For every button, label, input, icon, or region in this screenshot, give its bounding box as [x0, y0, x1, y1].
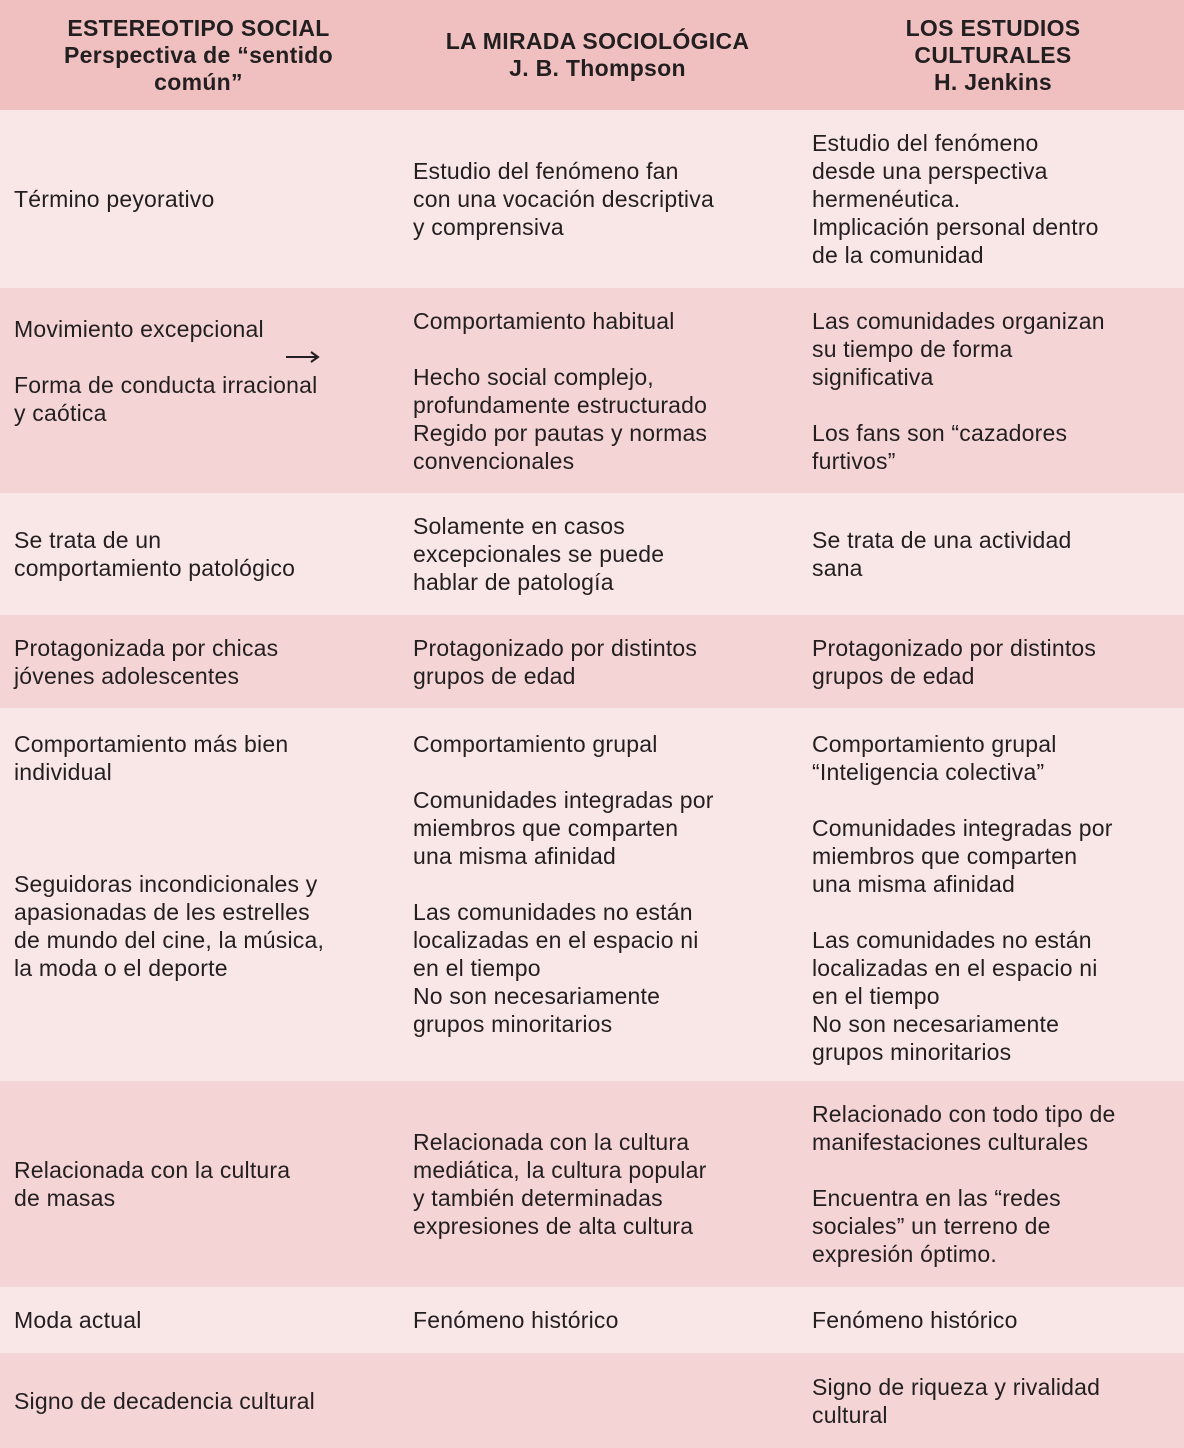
cell-text: Comunidades integradas por miembros que comparten una misma afinidad	[812, 815, 1113, 897]
table-cell: Término peyorativo	[14, 186, 215, 212]
table-row	[0, 110, 1184, 288]
cell-text: Hecho social complejo, profundamente estructurado Regido por pautas y normas convencionales	[413, 363, 708, 474]
cell-text: Los fans son “cazadores furtivos”	[812, 419, 1068, 474]
table-cell: Relacionada con la cultura mediática, la cultura popular y también determinadas expresiones de alta cultura	[413, 1129, 707, 1239]
table-cell: Protagonizado por distintos grupos de edad	[812, 634, 1097, 689]
table-cell: Signo de riqueza y rivalidad cultural	[812, 1373, 1101, 1428]
table-cell: Protagonizado por distintos grupos de edad	[413, 634, 698, 689]
table-cell: Protagonizada por chicas jóvenes adolescentes	[14, 634, 279, 689]
table-row	[0, 1081, 1184, 1287]
table-cell: Signo de decadencia cultural	[14, 1387, 315, 1414]
table-cell: Moda actual	[14, 1307, 142, 1333]
table-row	[0, 493, 1184, 615]
table-row	[0, 708, 1184, 1081]
table-cell: Fenómeno histórico	[812, 1307, 1018, 1333]
table-cell: Relacionada con la cultura de masas	[14, 1157, 291, 1211]
table-cell	[0, 708, 399, 1081]
table-cell	[798, 708, 1184, 1081]
table-cell	[798, 1081, 1184, 1287]
header-mirada-sociologica: LA MIRADA SOCIOLÓGICA J. B. Thompson	[445, 28, 750, 81]
table-cell: Solamente en casos excepcionales se puede hablar de patología	[413, 513, 665, 595]
cell-text: Comunidades integradas por miembros que comparten una misma afinidad	[413, 787, 714, 869]
table-header-row	[0, 0, 1184, 110]
cell-text: Comportamiento grupal “Inteligencia colectiva”	[812, 731, 1057, 785]
table-cell	[798, 288, 1184, 493]
cell-text: Movimiento excepcional	[14, 316, 264, 342]
cell-text: Seguidoras incondicionales y apasionadas de les estrelles de mundo del cine, la música, la moda o el deporte	[14, 871, 325, 981]
header-estereotipo-social: ESTEREOTIPO SOCIAL Perspectiva de “sentido común”	[64, 14, 333, 95]
table-cell	[399, 708, 798, 1081]
table-cell: Se trata de un comportamiento patológico	[14, 527, 296, 581]
table-cell: Estudio del fenómeno desde una perspectiva hermenéutica. Implicación personal dentro de la comunidad	[812, 130, 1099, 268]
header-estudios-culturales: LOS ESTUDIOS CULTURALES H. Jenkins	[905, 14, 1081, 95]
cell-text: Comportamiento grupal	[413, 731, 658, 757]
cell-text: Relacionado con todo tipo de manifestaciones culturales	[812, 1101, 1116, 1155]
table-cell	[399, 288, 798, 493]
cell-line-with-arrow	[14, 315, 383, 343]
table-row	[0, 1287, 1184, 1353]
table-row	[0, 615, 1184, 708]
cell-text: Las comunidades no están localizadas en el espacio ni en el tiempo No son necesariamente grupos minoritarios	[812, 927, 1098, 1065]
cell-text: Las comunidades no están localizadas en el espacio ni en el tiempo No son necesariamente grupos minoritarios	[413, 899, 699, 1037]
cell-text: Comportamiento más bien individual	[14, 731, 289, 785]
cell-text: Las comunidades organizan su tiempo de forma significativa	[812, 307, 1105, 390]
table-cell	[0, 288, 399, 493]
cell-text: Comportamiento habitual	[413, 307, 675, 334]
cell-text: Encuentra en las “redes sociales” un terreno de expresión óptimo.	[812, 1185, 1061, 1267]
table-cell: Se trata de una actividad sana	[812, 527, 1072, 581]
table-row	[0, 288, 1184, 493]
table-cell: Fenómeno histórico	[413, 1307, 619, 1333]
table-cell	[399, 1353, 798, 1448]
table-cell: Estudio del fenómeno fan con una vocación descriptiva y comprensiva	[413, 158, 714, 240]
table-row	[0, 1353, 1184, 1448]
right-arrow-icon	[286, 322, 320, 336]
cell-text: Forma de conducta irracional y caótica	[14, 372, 318, 426]
